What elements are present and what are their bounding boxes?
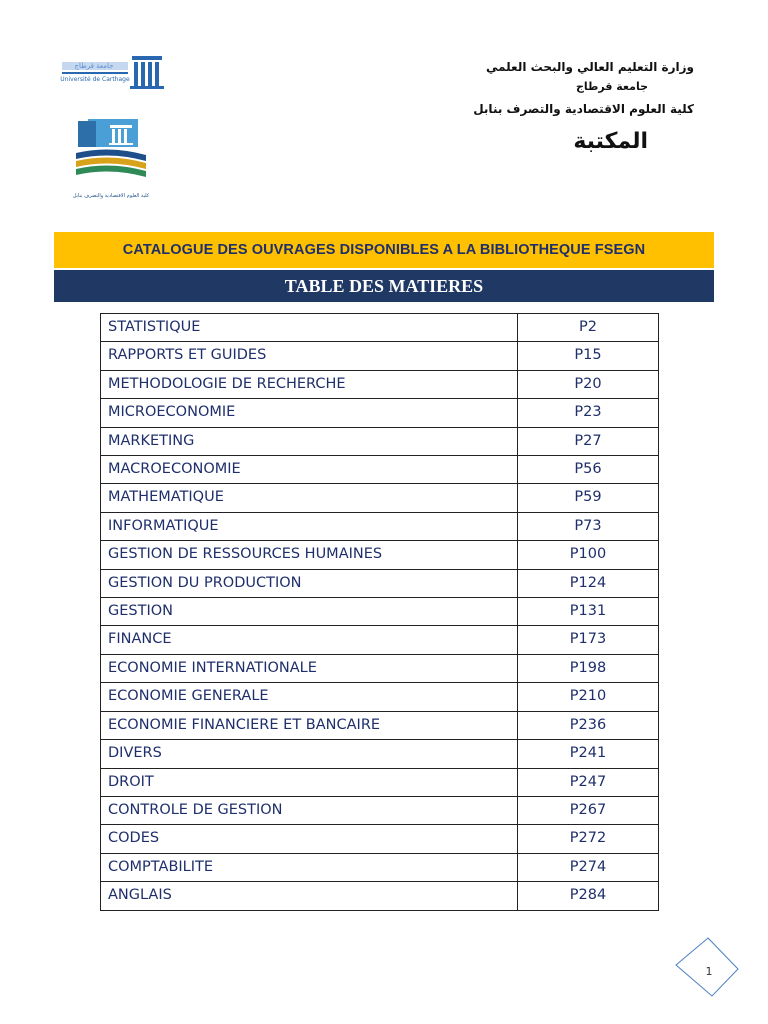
toc-subject: ANGLAIS [101,882,518,910]
toc-subject: ECONOMIE INTERNATIONALE [101,654,518,682]
toc-row [101,711,659,739]
toc-row [101,626,659,654]
toc-row [101,598,659,626]
toc-page: P210 [518,683,659,711]
toc-subject: CODES [101,825,518,853]
toc-subject: STATISTIQUE [101,314,518,342]
toc-row [101,399,659,427]
toc-subject: RAPPORTS ET GUIDES [101,342,518,370]
toc-row [101,427,659,455]
table-of-contents [100,313,659,911]
toc-page: P59 [518,484,659,512]
toc-page: P274 [518,853,659,881]
toc-page: P284 [518,882,659,910]
toc-page: P247 [518,768,659,796]
page-number-badge [672,935,742,999]
toc-subject: CONTROLE DE GESTION [101,796,518,824]
toc-row [101,825,659,853]
toc-subject: DROIT [101,768,518,796]
toc-subject: MICROECONOMIE [101,399,518,427]
toc-page: P2 [518,314,659,342]
toc-page: P100 [518,541,659,569]
toc-subject: COMPTABILITE [101,853,518,881]
university-line: جامعة قرطاج [575,80,648,93]
toc-row [101,484,659,512]
toc-page: P272 [518,825,659,853]
toc-row [101,654,659,682]
toc-row [101,882,659,910]
toc-page: P27 [518,427,659,455]
toc-row [101,569,659,597]
toc-page: P267 [518,796,659,824]
toc-row [101,768,659,796]
toc-subject: GESTION [101,598,518,626]
toc-subject: GESTION DU PRODUCTION [101,569,518,597]
toc-row [101,342,659,370]
toc-page: P131 [518,598,659,626]
toc-subject: ECONOMIE GENERALE [101,683,518,711]
page-number: 1 [705,965,713,978]
toc-subject: MATHEMATIQUE [101,484,518,512]
faculty-logo-caption: كلية العلوم الاقتصادية والتصرف بنابل [72,193,150,199]
toc-row [101,853,659,881]
toc-page: P198 [518,654,659,682]
toc-row [101,456,659,484]
toc-page: P15 [518,342,659,370]
toc-row [101,740,659,768]
toc-subject: MARKETING [101,427,518,455]
univ-logo-french: Université de Carthage [60,76,130,83]
toc-subject: METHODOLOGIE DE RECHERCHE [101,370,518,398]
toc-page: P73 [518,512,659,540]
toc-page: P241 [518,740,659,768]
toc-row [101,512,659,540]
faculty-line: كلية العلوم الاقتصادية والتصرف بنابل [473,102,694,116]
toc-subject: INFORMATIQUE [101,512,518,540]
univ-logo-arabic: جامعة قرطاج [74,62,114,70]
toc-page: P23 [518,399,659,427]
universite-de-carthage-logo [58,48,170,94]
toc-row [101,370,659,398]
toc-row [101,314,659,342]
toc-subject: FINANCE [101,626,518,654]
toc-page: P124 [518,569,659,597]
toc-title-band: TABLE DES MATIERES [54,270,714,302]
toc-subject: GESTION DE RESSOURCES HUMAINES [101,541,518,569]
library-line: المكتبة [573,129,648,154]
ministry-line: وزارة التعليم العالي والبحث العلمي [485,60,694,74]
toc-subject: MACROECONOMIE [101,456,518,484]
toc-page: P20 [518,370,659,398]
toc-page: P56 [518,456,659,484]
toc-page: P173 [518,626,659,654]
toc-subject: ECONOMIE FINANCIERE ET BANCAIRE [101,711,518,739]
fsegn-faculty-logo [70,115,152,205]
arabic-institution-header [473,58,694,160]
toc-row [101,796,659,824]
toc-row [101,541,659,569]
catalogue-title-band: CATALOGUE DES OUVRAGES DISPONIBLES A LA BIBLIOTHEQUE FSEGN [54,232,714,268]
toc-subject: DIVERS [101,740,518,768]
toc-page: P236 [518,711,659,739]
toc-row [101,683,659,711]
